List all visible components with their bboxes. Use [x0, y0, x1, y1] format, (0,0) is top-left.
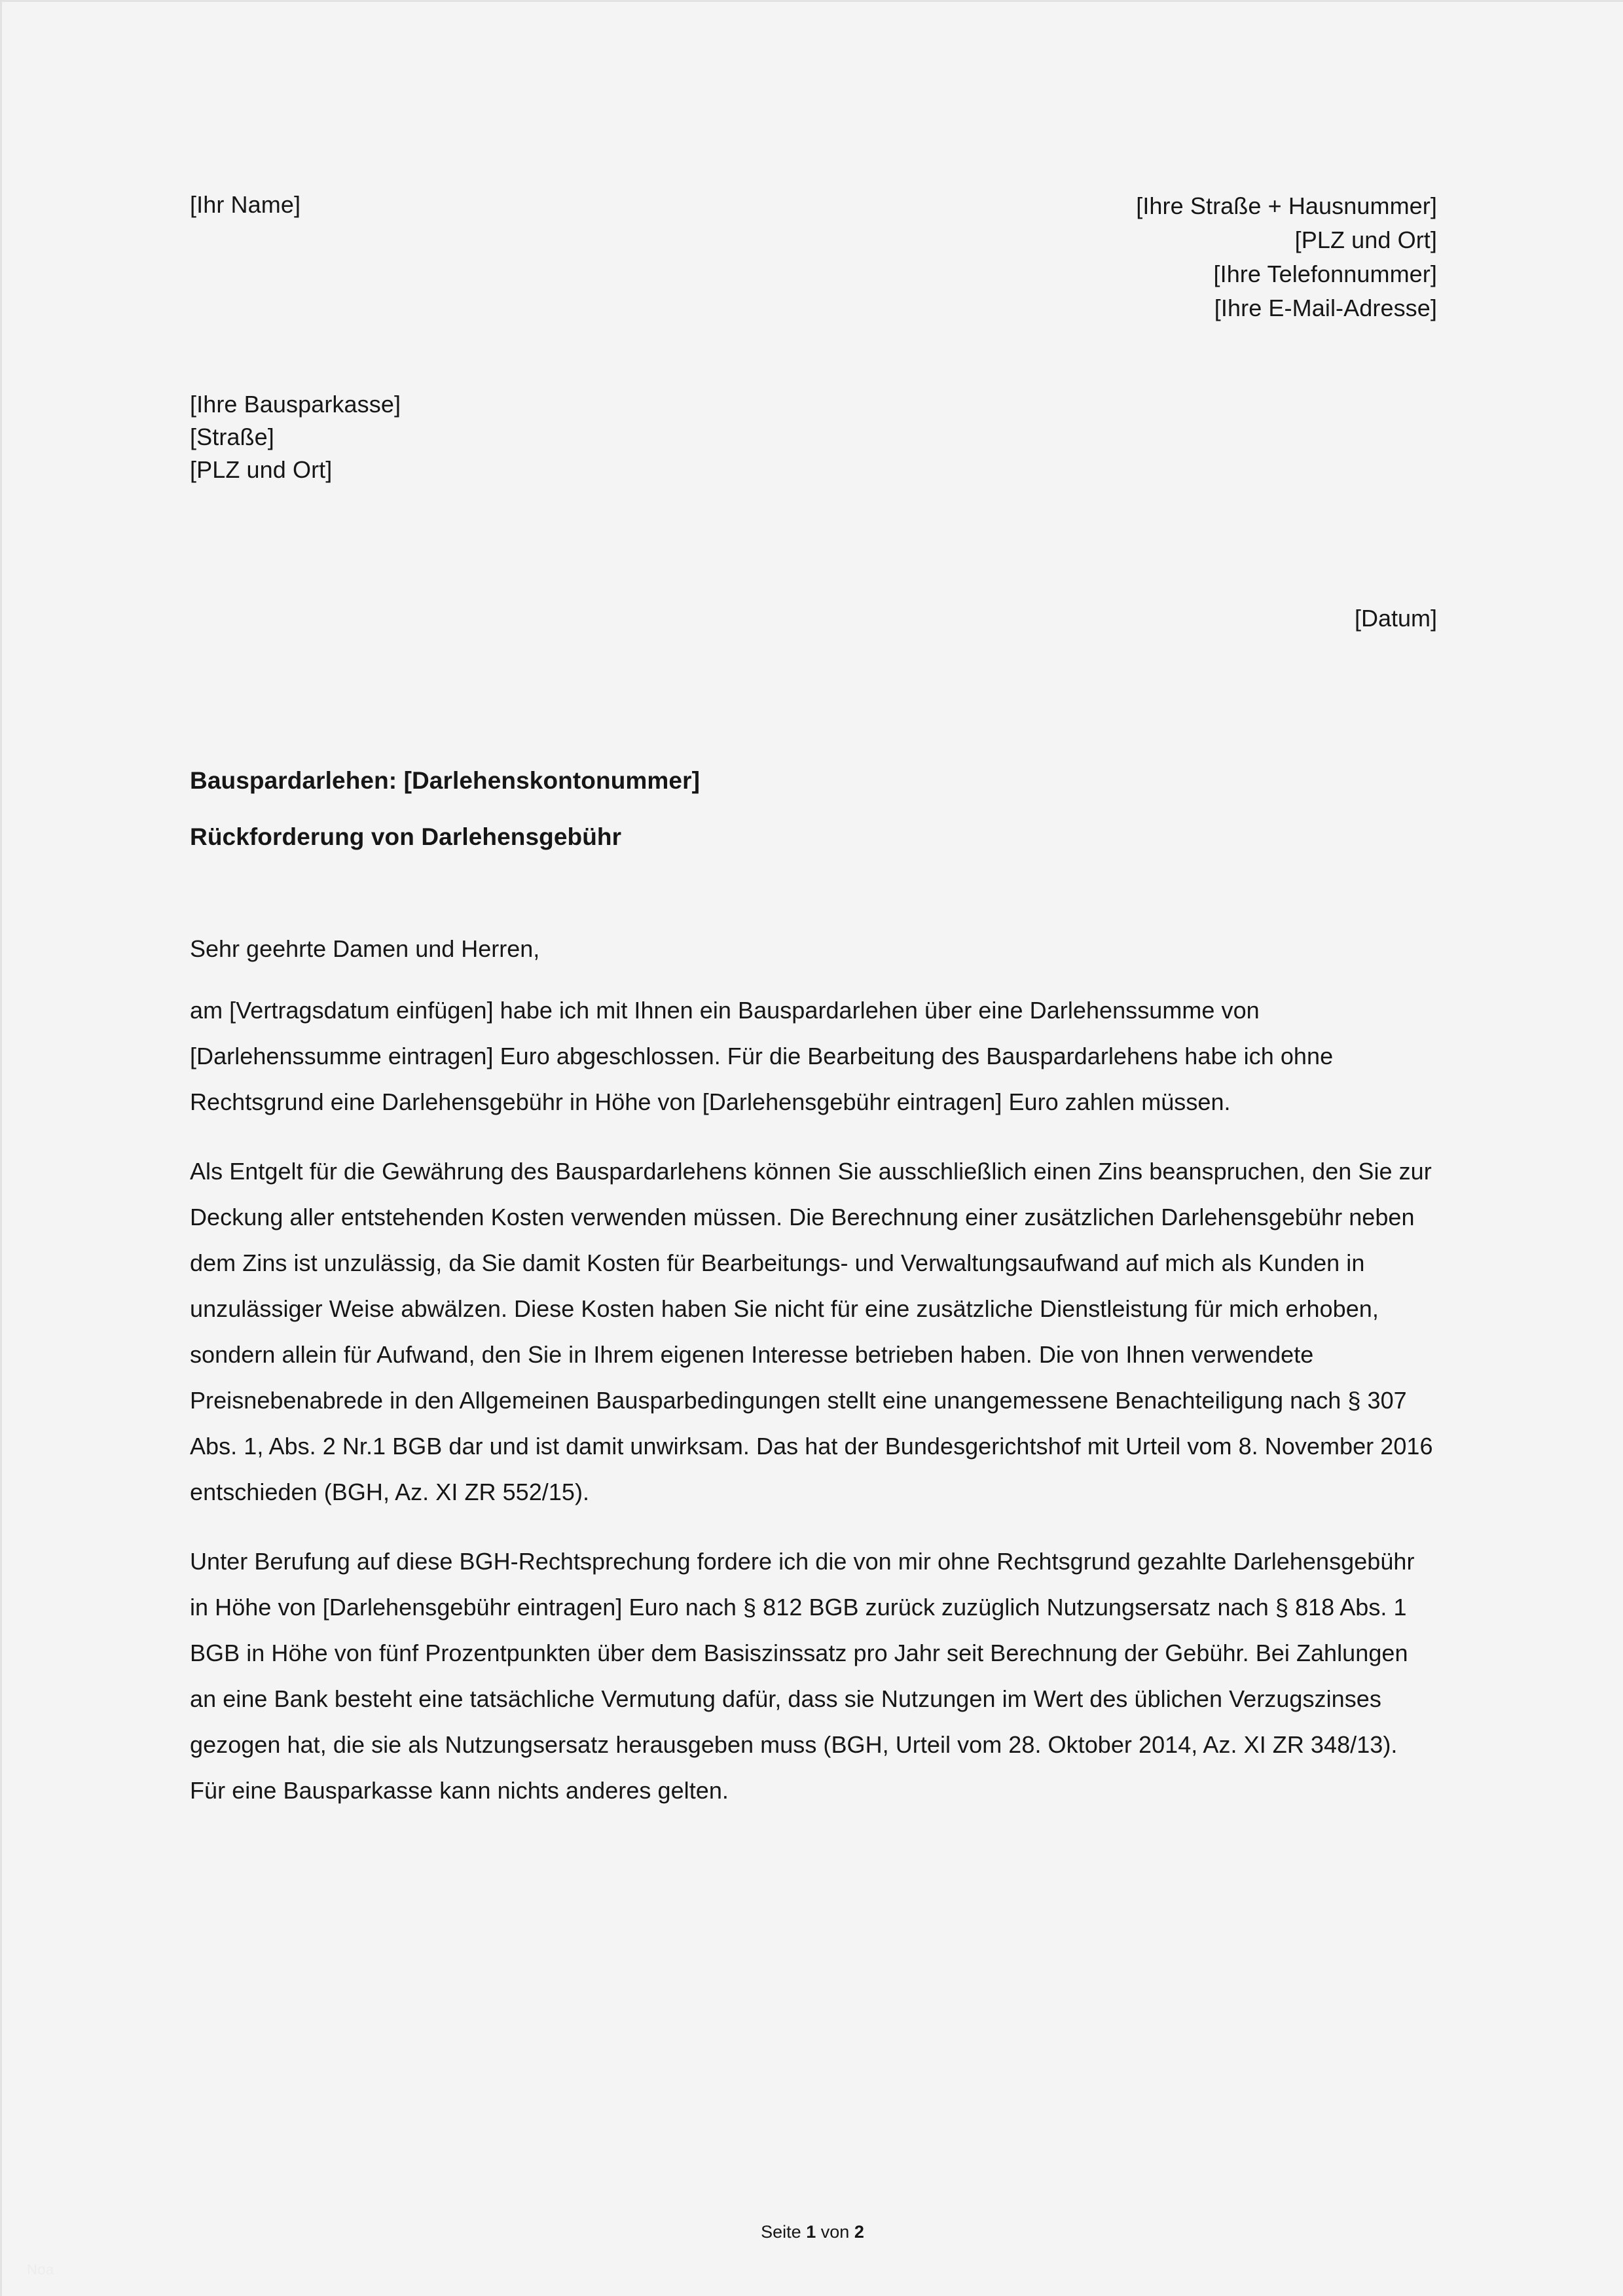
recipient-street: [Straße]: [190, 423, 274, 450]
body-paragraph-2: Als Entgelt für die Gewährung des Bauspardarlehens können Sie ausschließlich einen Zins beanspruchen, den Sie zur Deckung aller entstehenden Kosten verwenden müssen. Die Berechnung einer zusätzlichen Darlehensgebühr neben dem Zins ist unzulässig, da Sie damit Kosten für Bearbeitungs- und Verwaltungsaufwand auf mich als Kunden in unzulässiger Weise abwälzen. Diese Kosten haben Sie nicht für eine zusätzliche Dienstleistung für mich erhoben, sondern allein für Aufwand, den Sie in Ihrem eigenen Interesse betrieben haben. Die von Ihnen verwendete Preisnebenabrede in den Allgemeinen Bausparbedingungen stellt eine unangemessene Benachteiligung nach § 307 Abs. 1, Abs. 2 Nr.1 BGB dar und ist damit unwirksam. Das hat der Bundesgerichtshof mit Urteil vom 8. November 2016 entschieden (BGH, Az. XI ZR 552/15).: [190, 1158, 1433, 1505]
body-paragraph-3: Unter Berufung auf diese BGH-Rechtsprechung fordere ich die von mir ohne Rechtsgrund gezahlte Darlehensgebühr in Höhe von [Darlehensgebühr eintragen] Euro nach § 812 BGB zurück zuzüglich Nutzungsersatz nach § 818 Abs. 1 BGB in Höhe von fünf Prozentpunkten über dem Basiszinssatz pro Jahr seit Berechnung der Gebühr. Bei Zahlungen an eine Bank besteht eine tatsächliche Vermutung dafür, dass sie Nutzungen im Wert des üblichen Verzugszinses gezogen hat, die sie als Nutzungsersatz herausgeben muss (BGH, Urteil vom 28. Oktober 2014, Az. XI ZR 348/13). Für eine Bausparkasse kann nichts anderes gelten.: [190, 1548, 1415, 1804]
subject-loan-reference: Bauspardarlehen: [Darlehenskontonummer]: [190, 767, 701, 794]
sender-city: [PLZ und Ort]: [1294, 226, 1437, 253]
salutation: Sehr geehrte Damen und Herren,: [190, 935, 540, 962]
footer-prefix: Seite: [761, 2222, 801, 2242]
footer-total-pages: 2: [854, 2222, 864, 2242]
footer-separator: von: [820, 2222, 850, 2242]
faint-watermark: Noa: [27, 2261, 54, 2278]
letter-body: [190, 933, 1437, 1814]
recipient-city: [PLZ und Ort]: [190, 456, 333, 483]
body-paragraph-1: am [Vertragsdatum einfügen] habe ich mit Ihnen ein Bauspardarlehen über eine Darlehenssumme von [Darlehenssumme eintragen] Euro abgeschlossen. Für die Bearbeitung des Bauspardarlehens habe ich ohne Rechtsgrund eine Darlehensgebühr in Höhe von [Darlehensgebühr eintragen] Euro zahlen müssen.: [190, 997, 1334, 1115]
sender-contact-block: [190, 189, 1437, 325]
page-footer: [2, 2221, 1623, 2243]
letter-content: [190, 2, 1437, 1837]
sender-street: [Ihre Straße + Hausnummer]: [1136, 192, 1437, 219]
subject-block: [190, 765, 1437, 853]
sender-phone: [Ihre Telefonnummer]: [1213, 260, 1437, 287]
sender-email: [Ihre E-Mail-Adresse]: [1214, 295, 1437, 321]
letterhead: [190, 2, 1437, 325]
date-field: [Datum]: [1354, 605, 1437, 632]
footer-current-page: 1: [806, 2222, 816, 2242]
recipient-address-block: [190, 388, 1437, 486]
subject-claim-title: Rückforderung von Darlehensgebühr: [190, 823, 622, 850]
recipient-company: [Ihre Bausparkasse]: [190, 391, 401, 418]
sender-name: [Ihr Name]: [190, 191, 301, 218]
